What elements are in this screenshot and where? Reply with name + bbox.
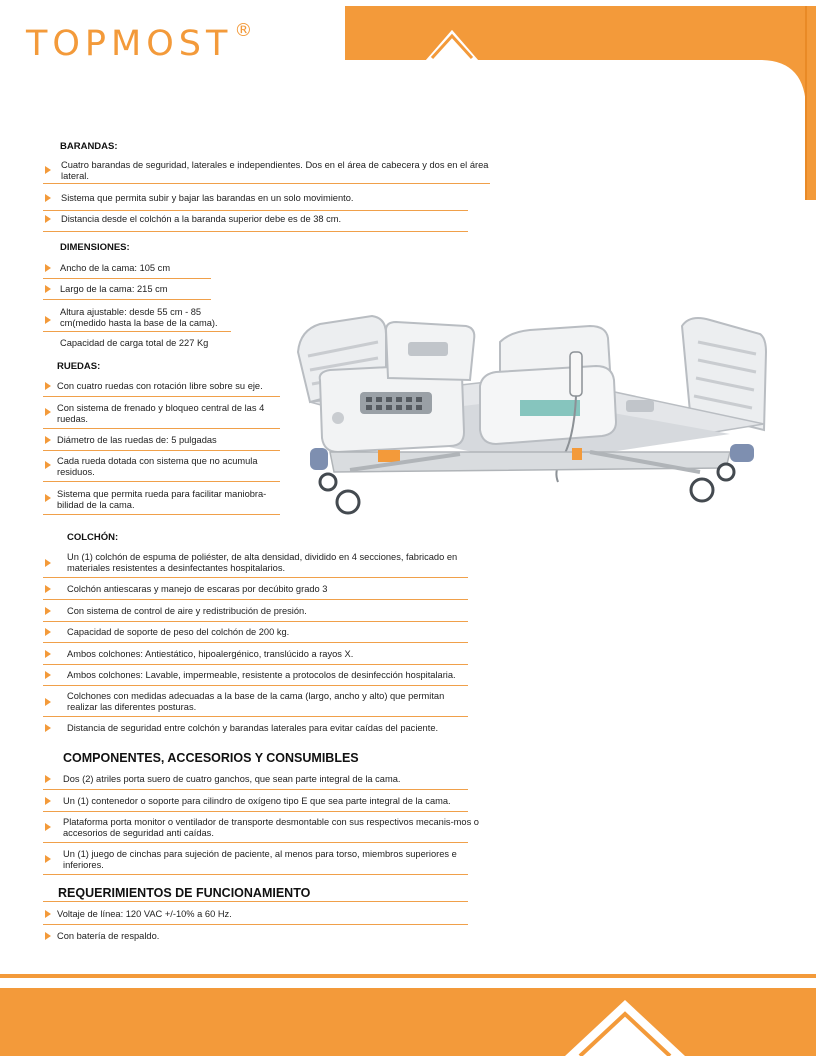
bullet-arrow-icon [45, 823, 51, 831]
list-item: Dos (2) atriles porta suero de cuatro ganchos, que sean parte integral de la cama. [43, 774, 468, 790]
bullet-arrow-icon [45, 607, 51, 615]
bullet-arrow-icon [45, 910, 51, 918]
list-item: Cuatro barandas de seguridad, laterales e independientes. Dos en el área de cabecera y dos en el área lateral. [43, 160, 490, 184]
bullet-arrow-icon [45, 855, 51, 863]
section-title-colchon: COLCHÓN: [67, 532, 119, 543]
list-item: Distancia de seguridad entre colchón y barandas laterales para evitar caídas del paciente. [43, 723, 468, 738]
list-item: Distancia desde el colchón a la baranda superior debe es de 38 cm. [43, 214, 468, 232]
bullet-arrow-icon [45, 585, 51, 593]
bullet-arrow-icon [45, 194, 51, 202]
list-item: Colchón antiescaras y manejo de escaras por decúbito grado 3 [43, 584, 468, 600]
list-item: Voltaje de línea: 120 VAC +/-10% a 60 Hz. [43, 909, 468, 925]
bullet-arrow-icon [45, 436, 51, 444]
list-item: Capacidad de carga total de 227 Kg [60, 338, 209, 348]
list-item: Ambos colchones: Lavable, impermeable, resistente a protocolos de desinfección hospitalaria. [43, 670, 468, 686]
bullet-arrow-icon [45, 264, 51, 272]
bullet-arrow-icon [45, 408, 51, 416]
list-item: Con sistema de frenado y bloqueo central de las 4 ruedas. [43, 403, 280, 429]
bullet-arrow-icon [45, 316, 51, 324]
bullet-arrow-icon [45, 559, 51, 567]
bullet-arrow-icon [45, 797, 51, 805]
bullet-arrow-icon [45, 775, 51, 783]
section-title-ruedas: RUEDAS: [57, 361, 101, 372]
list-item: Sistema que permita subir y bajar las barandas en un solo movimiento. [43, 193, 468, 211]
list-item: Ancho de la cama: 105 cm [43, 263, 211, 279]
bullet-arrow-icon [45, 166, 51, 174]
bullet-arrow-icon [45, 461, 51, 469]
bullet-arrow-icon [45, 285, 51, 293]
divider [43, 901, 468, 902]
list-item: Ambos colchones: Antiestático, hipoalergénico, translúcido a rayos X. [43, 649, 468, 665]
list-item: Con batería de respaldo. [43, 931, 468, 946]
list-item: Plataforma porta monitor o ventilador de transporte desmontable con sus respectivos mecanis-mos o accesorios de seguridad anti caídas. [43, 817, 468, 843]
bullet-arrow-icon [45, 698, 51, 706]
bullet-arrow-icon [45, 724, 51, 732]
list-item: Capacidad de soporte de peso del colchón de 200 kg. [43, 627, 468, 643]
bullet-arrow-icon [45, 650, 51, 658]
list-item: Largo de la cama: 215 cm [43, 284, 211, 300]
footer-decoration [0, 968, 816, 1056]
list-item: Un (1) juego de cinchas para sujeción de paciente, al menos para torso, miembros superiores e inferiores. [43, 849, 468, 875]
list-item: Altura ajustable: desde 55 cm - 85 cm(medido hasta la base de la cama). [43, 307, 231, 332]
section-title-dimensiones: DIMENSIONES: [60, 242, 130, 253]
bullet-arrow-icon [45, 932, 51, 940]
bullet-arrow-icon [45, 671, 51, 679]
bullet-arrow-icon [45, 382, 51, 390]
brand-logo: TOPMOST ® [26, 20, 253, 64]
section-title-componentes: COMPONENTES, ACCESORIOS Y CONSUMIBLES [63, 751, 359, 765]
list-item: Con sistema de control de aire y redistribución de presión. [43, 606, 468, 622]
list-item: Diámetro de las ruedas de: 5 pulgadas [43, 435, 280, 451]
list-item: Sistema que permita rueda para facilitar maniobra-bilidad de la cama. [43, 489, 280, 515]
bullet-arrow-icon [45, 494, 51, 502]
list-item: Con cuatro ruedas con rotación libre sobre su eje. [43, 381, 280, 397]
hospital-bed-image [290, 312, 768, 520]
list-item: Un (1) colchón de espuma de poliéster, de alta densidad, dividido en 4 secciones, fabricado en materiales resistentes a desinfectantes hospitalarios. [43, 552, 468, 578]
bullet-arrow-icon [45, 628, 51, 636]
list-item: Un (1) contenedor o soporte para cilindro de oxígeno tipo E que sea parte integral de la cama. [43, 796, 468, 812]
list-item: Cada rueda dotada con sistema que no acumula residuos. [43, 456, 280, 482]
section-title-barandas: BARANDAS: [60, 141, 118, 152]
list-item: Colchones con medidas adecuadas a la base de la cama (largo, ancho y alto) que permitan realizar las diferentes posturas. [43, 691, 468, 717]
section-title-requerimientos: REQUERIMIENTOS DE FUNCIONAMIENTO [58, 886, 311, 900]
bullet-arrow-icon [45, 215, 51, 223]
